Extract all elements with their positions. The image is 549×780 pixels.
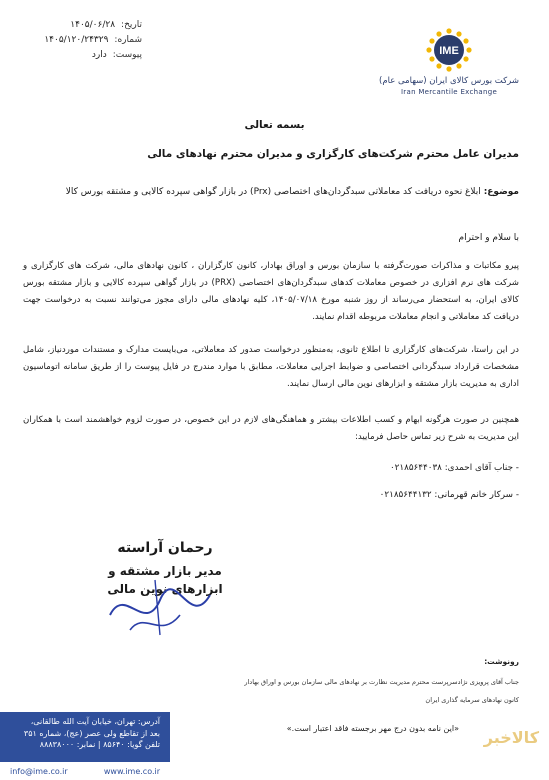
- addressee: مدیران عامل محترم شرکت‌های کارگزاری و مدیران محترم نهادهای مالی: [147, 148, 519, 160]
- logo-text: IME: [439, 45, 459, 57]
- attachment-value: دارد: [91, 50, 107, 60]
- date-label: تاریخ:: [121, 20, 142, 30]
- logo-persian-name: شرکت بورس کالای ایران (سهامی عام): [379, 76, 519, 86]
- paragraph-1: پیرو مکاتبات و مذاکرات صورت‌گرفته با سازمان بورس و اوراق بهادار، کانون کارگزاران ، کانون نهادهای مالی، شرکت های کارگزاری و شرکت های نرم افزاری در خصوص معاملات کدهای سبدگردان‌های اختصاصی (PRX) در بازار گواهی سپرده کالایی و بازار مشتقه بورس کالای ایران، به استحضار می‌رساند از روز شنبه مورخ ۱۴۰۵/۰۷/۱۸، کلیه نهادهای مالی دارای مجوز می‌توانند نسبت به درخواست جهت دریافت کد معاملاتی و انجام معاملات مربوطه اقدام نمایند.: [23, 261, 519, 322]
- subject-text: ابلاغ نحوه دریافت کد معاملاتی سبدگردان‌های اختصاصی (Prx) در بازار گواهی سپرده کالایی و مشتقه بورس کالا: [65, 187, 481, 197]
- bismillah: بسمه تعالی: [244, 119, 305, 131]
- signer-title-1: مدیر بازار مشتقه و: [108, 564, 222, 578]
- number-row: [32, 33, 142, 48]
- ime-logo: [379, 26, 519, 96]
- footer-email[interactable]: info@ime.co.ir: [10, 767, 68, 776]
- footer-website[interactable]: www.ime.co.ir: [103, 767, 160, 776]
- footer-address-box: [0, 712, 170, 762]
- address-line-2: بعد از تقاطع ولی عصر (عج)، شماره ۳۵۱: [23, 728, 160, 738]
- number-value: ۱۴۰۵/۱۲۰/۲۴۳۲۹: [44, 35, 109, 45]
- footer-links: [0, 763, 170, 780]
- phone-line: تلفن گویا: ۸۵۶۴۰ | نمابر: ۸۸۸۳۸۰۰۰: [39, 740, 160, 749]
- ime-logo-icon: [421, 26, 477, 72]
- date-value: ۱۴۰۵/۰۶/۲۸: [70, 20, 116, 30]
- salutation: با سلام و احترام: [458, 233, 519, 243]
- contact-2: - سرکار خانم قهرمانی: ۰۲۱۸۵۶۴۴۱۳۲: [379, 490, 519, 500]
- subject-line: [19, 187, 519, 197]
- contact-1: - جناب آقای احمدی: ۰۲۱۸۵۶۴۴۰۳۸: [389, 463, 519, 473]
- letter-meta: [32, 18, 142, 63]
- paragraph-2: در این راستا، شرکت‌های کارگزاری تا اطلاع ثانوی، به‌منظور درخواست صدور کد معاملاتی، می‌بایست مدارک و مستندات موردنیاز، شامل مشخصات قرارداد سبدگردانی اختصاصی و ضوابط اجرایی معاملات، مطابق با موارد مندرج در فایل پیوست را از طریق سامانه اتوماسیون اداری به مدیریت بازار مشتقه و ابزارهای نوین مالی ارسال نمایند.: [23, 345, 519, 389]
- validity-notice: «این نامه بدون درج مهر برجسته فاقد اعتبار است.»: [286, 724, 459, 733]
- number-label: شماره:: [114, 35, 142, 45]
- watermark: کالاخبر: [483, 728, 539, 747]
- logo-english-name: Iran Mercantile Exchange: [400, 88, 498, 96]
- cc-recipient-1: جناب آقای پرویزی نژادسرپرست محترم مدیریت نظارت بر نهادهای مالی سازمان بورس و اوراق بهادار: [244, 678, 519, 686]
- cc-recipient-2: کانون نهادهای سرمایه گذاری ایران: [425, 696, 519, 704]
- signer-name: رحمان آراسته: [117, 540, 213, 556]
- address-line-1: آدرس: تهران، خیابان آیت الله طالقانی،: [30, 717, 160, 726]
- subject-label: موضوع:: [483, 187, 519, 197]
- signer-title-2: ابزارهای نوین مالی: [107, 582, 223, 596]
- date-row: [32, 18, 142, 33]
- attachment-label: پیوست:: [112, 50, 142, 60]
- signature-scribble-icon: [100, 575, 220, 645]
- attachment-row: [32, 48, 142, 63]
- paragraph-3: همچنین در صورت هرگونه ابهام و کسب اطلاعات بیشتر و هماهنگی‌های لازم در این خصوص، در صورت لزوم خواهشمند است با همکاران این مدیریت به شرح زیر تماس حاصل فرمایید:: [23, 415, 519, 442]
- cc-title: رونوشت:: [484, 657, 519, 666]
